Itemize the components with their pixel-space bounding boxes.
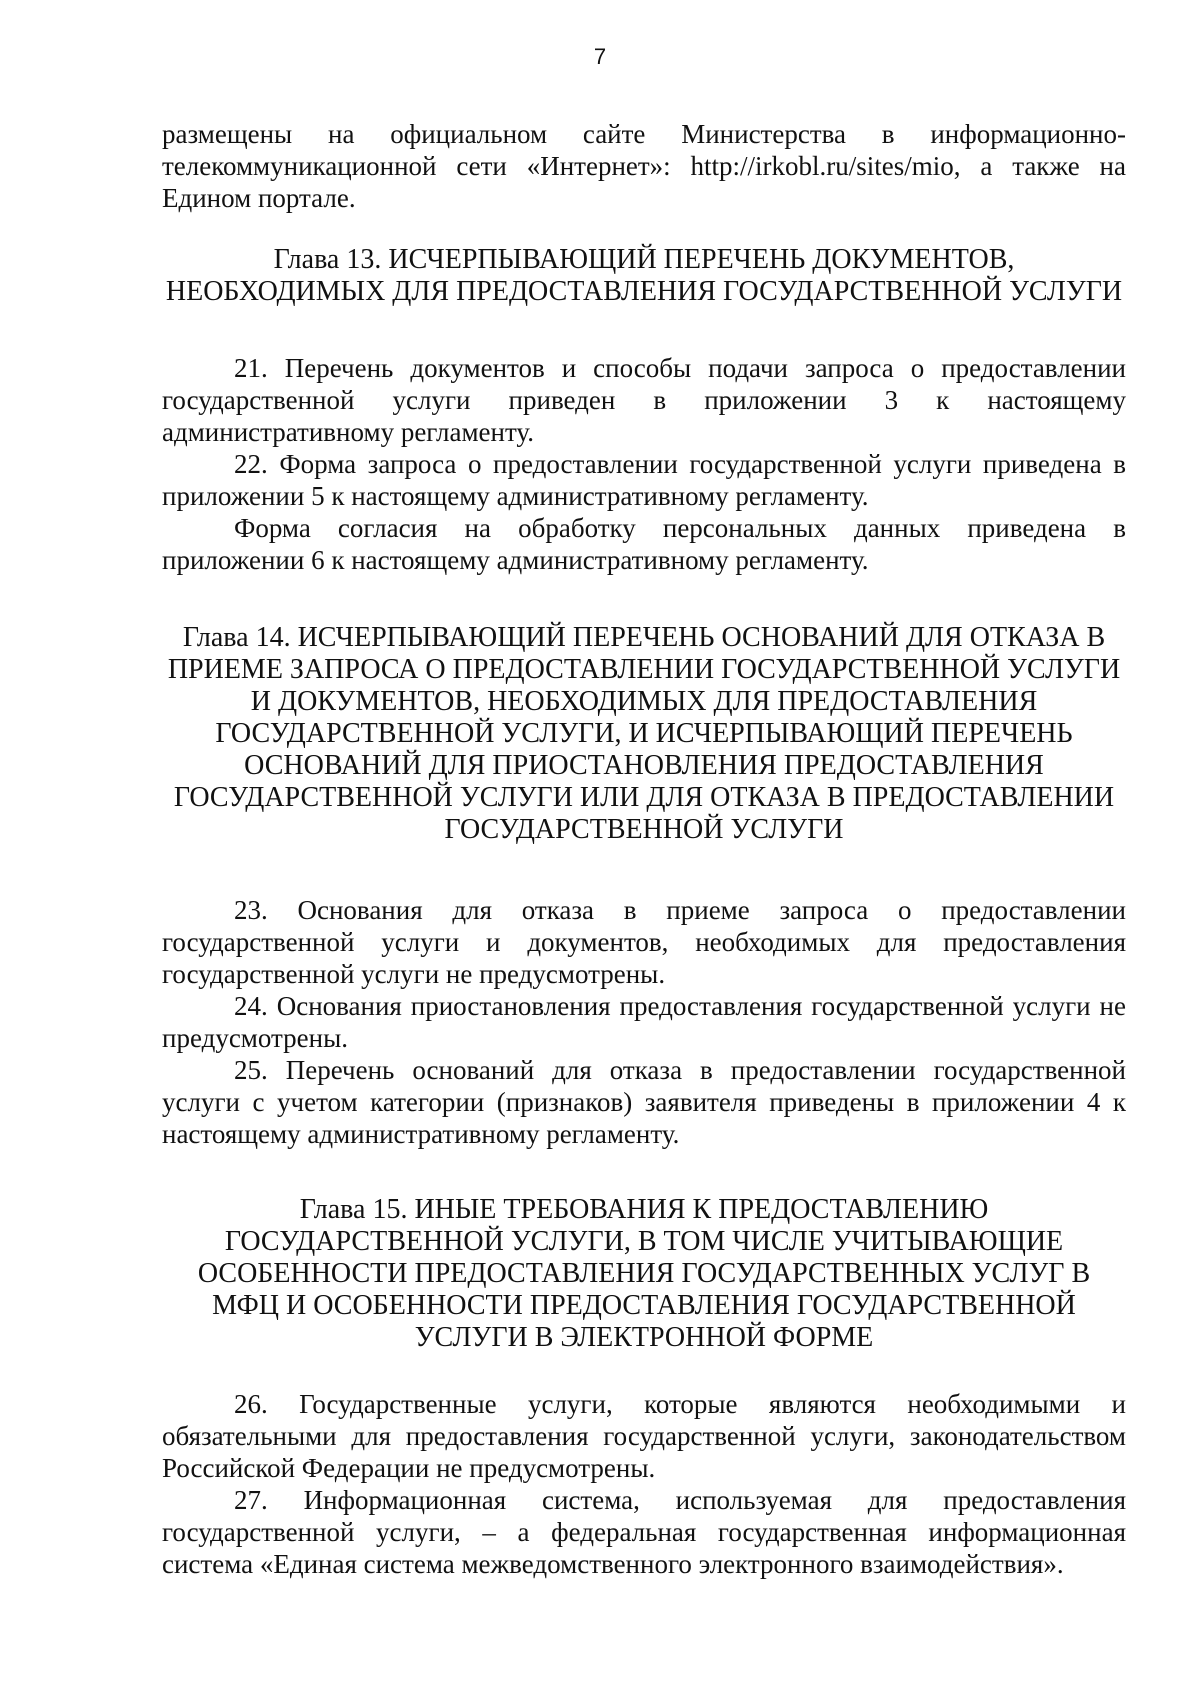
page-number: 7 — [593, 44, 607, 69]
chapter-14-title: Глава 14. ИСЧЕРПЫВАЮЩИЙ ПЕРЕЧЕНЬ ОСНОВАНИЙ ДЛЯ ОТКАЗА В ПРИЕМЕ ЗАПРОСА О ПРЕДОСТАВЛЕНИИ ГОСУДАРСТВЕННОЙ УСЛУГИ И ДОКУМЕНТОВ, НЕОБХОДИМЫХ ДЛЯ ПРЕДОСТАВЛЕНИЯ ГОСУДАРСТВЕННОЙ УСЛУГИ, И ИСЧЕРПЫВАЮЩИЙ ПЕРЕЧЕНЬ ОСНОВАНИЙ ДЛЯ ПРИОСТАНОВЛЕНИЯ ПРЕДОСТАВЛЕНИЯ ГОСУДАРСТВЕННОЙ УСЛУГИ ИЛИ ДЛЯ ОТКАЗА В ПРЕДОСТАВЛЕНИИ ГОСУДАРСТВЕННОЙ УСЛУГИ — [167, 622, 1121, 845]
paragraph-consent-form: Форма согласия на обработку персональных данных приведена в приложении 6 к настоящему административному регламенту. — [162, 513, 1126, 575]
paragraph-23: 23. Основания для отказа в приеме запроса о предоставлении государственной услуги и документов, необходимых для предоставления государственной услуги не предусмотрены. — [162, 895, 1126, 989]
chapter-15-title: Глава 15. ИНЫЕ ТРЕБОВАНИЯ К ПРЕДОСТАВЛЕНИЮ ГОСУДАРСТВЕННОЙ УСЛУГИ, В ТОМ ЧИСЛЕ УЧИТЫВАЮЩИЕ ОСОБЕННОСТИ ПРЕДОСТАВЛЕНИЯ ГОСУДАРСТВЕННЫХ УСЛУГ В МФЦ И ОСОБЕННОСТИ ПРЕДОСТАВЛЕНИЯ ГОСУДАРСТВЕННОЙ УСЛУГИ В ЭЛЕКТРОННОЙ ФОРМЕ — [197, 1194, 1091, 1353]
chapter-13-title: Глава 13. ИСЧЕРПЫВАЮЩИЙ ПЕРЕЧЕНЬ ДОКУМЕНТОВ, НЕОБХОДИМЫХ ДЛЯ ПРЕДОСТАВЛЕНИЯ ГОСУДАРСТВЕННОЙ УСЛУГИ — [165, 244, 1123, 307]
paragraph-25: 25. Перечень оснований для отказа в предоставлении государственной услуги с учетом категории (признаков) заявителя приведены в приложении 4 к настоящему административному регламенту. — [162, 1055, 1126, 1149]
document-body — [162, 118, 1126, 1580]
paragraph-24: 24. Основания приостановления предоставления государственной услуги не предусмотрены. — [162, 991, 1126, 1053]
intro-paragraph: размещены на официальном сайте Министерства в информационно-телекоммуникационной сети «Интернет»: http://irkobl.ru/sites/mio, а также на Едином портале. — [162, 119, 1126, 213]
paragraph-27: 27. Информационная система, используемая для предоставления государственной услуги, – а федеральная государственная информационная система «Единая система межведомственного электронного взаимодействия». — [162, 1485, 1126, 1579]
paragraph-26: 26. Государственные услуги, которые являются необходимыми и обязательными для предоставления государственной услуги, законодательством Российской Федерации не предусмотрены. — [162, 1389, 1126, 1483]
paragraph-22: 22. Форма запроса о предоставлении государственной услуги приведена в приложении 5 к настоящему административному регламенту. — [162, 449, 1126, 511]
paragraph-21: 21. Перечень документов и способы подачи запроса о предоставлении государственной услуги приведен в приложении 3 к настоящему административному регламенту. — [162, 353, 1126, 447]
